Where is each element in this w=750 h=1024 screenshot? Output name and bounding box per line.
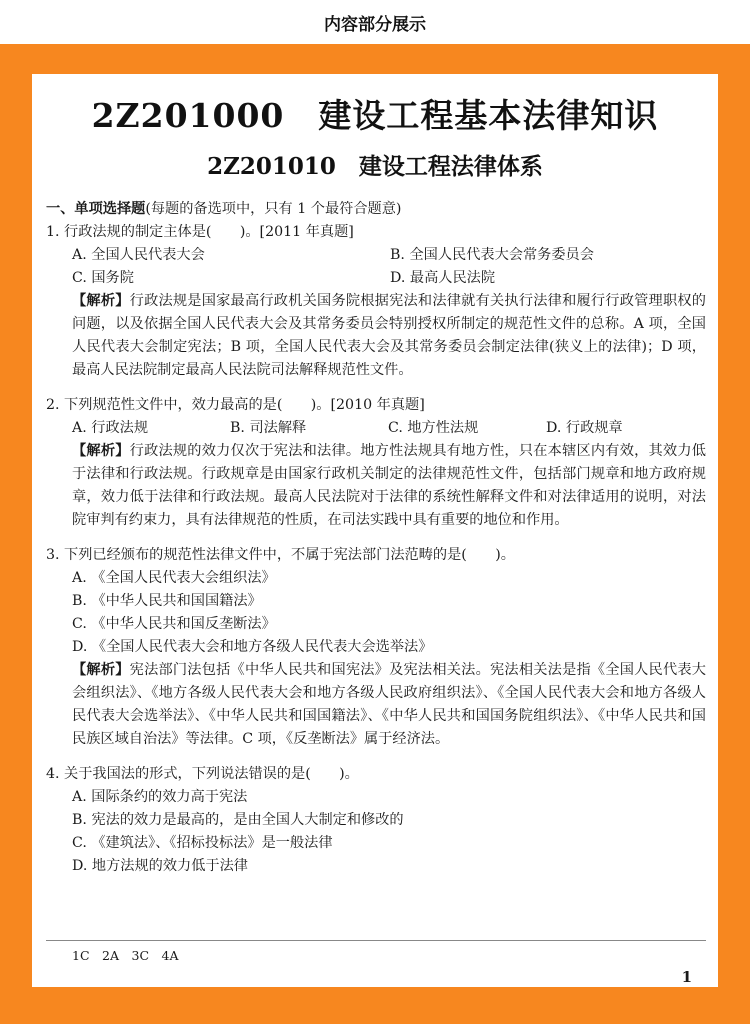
option-b: B. 全国人民代表大会常务委员会 [390,247,594,263]
option-list [46,417,706,440]
question-2 [46,394,706,532]
option-list [46,567,706,659]
option-c: C. 《中华人民共和国反垄断法》 [72,616,276,632]
option-d: D. 最高人民法院 [390,270,496,286]
option-list [46,244,706,290]
chapter-title: 2Z201000 建设工程基本法律知识 [91,96,659,135]
option-c: C. 地方性法规 [388,420,479,436]
option-a: A. 行政法规 [72,420,149,436]
option-d: D. 《全国人民代表大会和地方各级人民代表大会选举法》 [72,639,433,655]
option-a: A. 全国人民代表大会 [72,247,205,263]
question-stem: 3. 下列已经颁布的规范性法律文件中，不属于宪法部门法范畴的是( )。 [46,547,515,563]
page-banner: 内容部分展示 [0,0,750,44]
page-number: 1 [681,968,692,986]
analysis-label: 【解析】 [72,443,130,459]
option-a: A. 国际条约的效力高于宪法 [72,789,248,805]
question-3 [46,544,706,751]
analysis-label: 【解析】 [72,293,130,309]
option-a: A. 《全国人民代表大会组织法》 [72,570,276,586]
analysis [46,659,706,751]
document-page [32,74,718,987]
part-heading-note: (每题的备选项中，只有 1 个最符合题意) [145,201,402,217]
answer-key: 1C 2A 3C 4A [72,948,179,963]
section-title: 2Z201010 建设工程法律体系 [207,153,543,180]
option-c: C. 国务院 [72,270,134,286]
analysis-label: 【解析】 [72,662,130,678]
question-stem: 4. 关于我国法的形式，下列说法错误的是( )。 [46,766,359,782]
question-stem: 1. 行政法规的制定主体是( )。[2011 年真题] [46,224,354,240]
option-b: B. 《中华人民共和国国籍法》 [72,593,262,609]
option-b: B. 宪法的效力是最高的，是由全国人大制定和修改的 [72,812,404,828]
analysis-text: 行政法规是国家最高行政机关国务院根据宪法和法律就有关执行法律和履行行政管理职权的问题，以及依据全国人民代表大会及其常务委员会特别授权所制定的规范性文件的总称。A 项，全国人民代表大会制定宪法；B 项，全国人民代表大会及其常务委员会制定法律(狭义上的法律)；D 项，最高人民法院制定最高人民法院司法解释规范性文件。 [72,293,706,378]
option-d: D. 行政规章 [546,420,623,436]
analysis-text: 行政法规的效力仅次于宪法和法律。地方性法规具有地方性，只在本辖区内有效，其效力低于法律和行政法规。行政规章是由国家行政机关制定的法律规范性文件，包括部门规章和地方政府规章，效力低于法律和行政法规。最高人民法院对于法律的系统性解释文件和对法律适用的说明，对法院审判有约束力，具有法律规范的性质，在司法实践中具有重要的地位和作用。 [72,443,706,528]
option-b: B. 司法解释 [230,420,307,436]
question-stem: 2. 下列规范性文件中，效力最高的是( )。[2010 年真题] [46,397,425,413]
analysis [46,290,706,382]
footer-divider [46,940,706,941]
question-4 [46,763,706,878]
option-c: C. 《建筑法》、《招标投标法》是一般法律 [72,835,333,851]
option-d: D. 地方法规的效力低于法律 [72,858,248,874]
question-list [46,198,706,890]
analysis [46,440,706,532]
part-heading-label: 一、单项选择题 [46,201,146,217]
part-heading [46,198,706,221]
analysis-text: 宪法部门法包括《中华人民共和国宪法》及宪法相关法。宪法相关法是指《全国人民代表大会组织法》、《地方各级人民代表大会和地方各级人民政府组织法》、《全国人民代表大会和地方各级人民代表大会选举法》、《中华人民共和国国籍法》、《中华人民共和国国务院组织法》、《中华人民共和国民族区域自治法》等法律。C 项，《反垄断法》属于经济法。 [72,662,706,747]
option-list [46,786,706,878]
question-1 [46,221,706,382]
